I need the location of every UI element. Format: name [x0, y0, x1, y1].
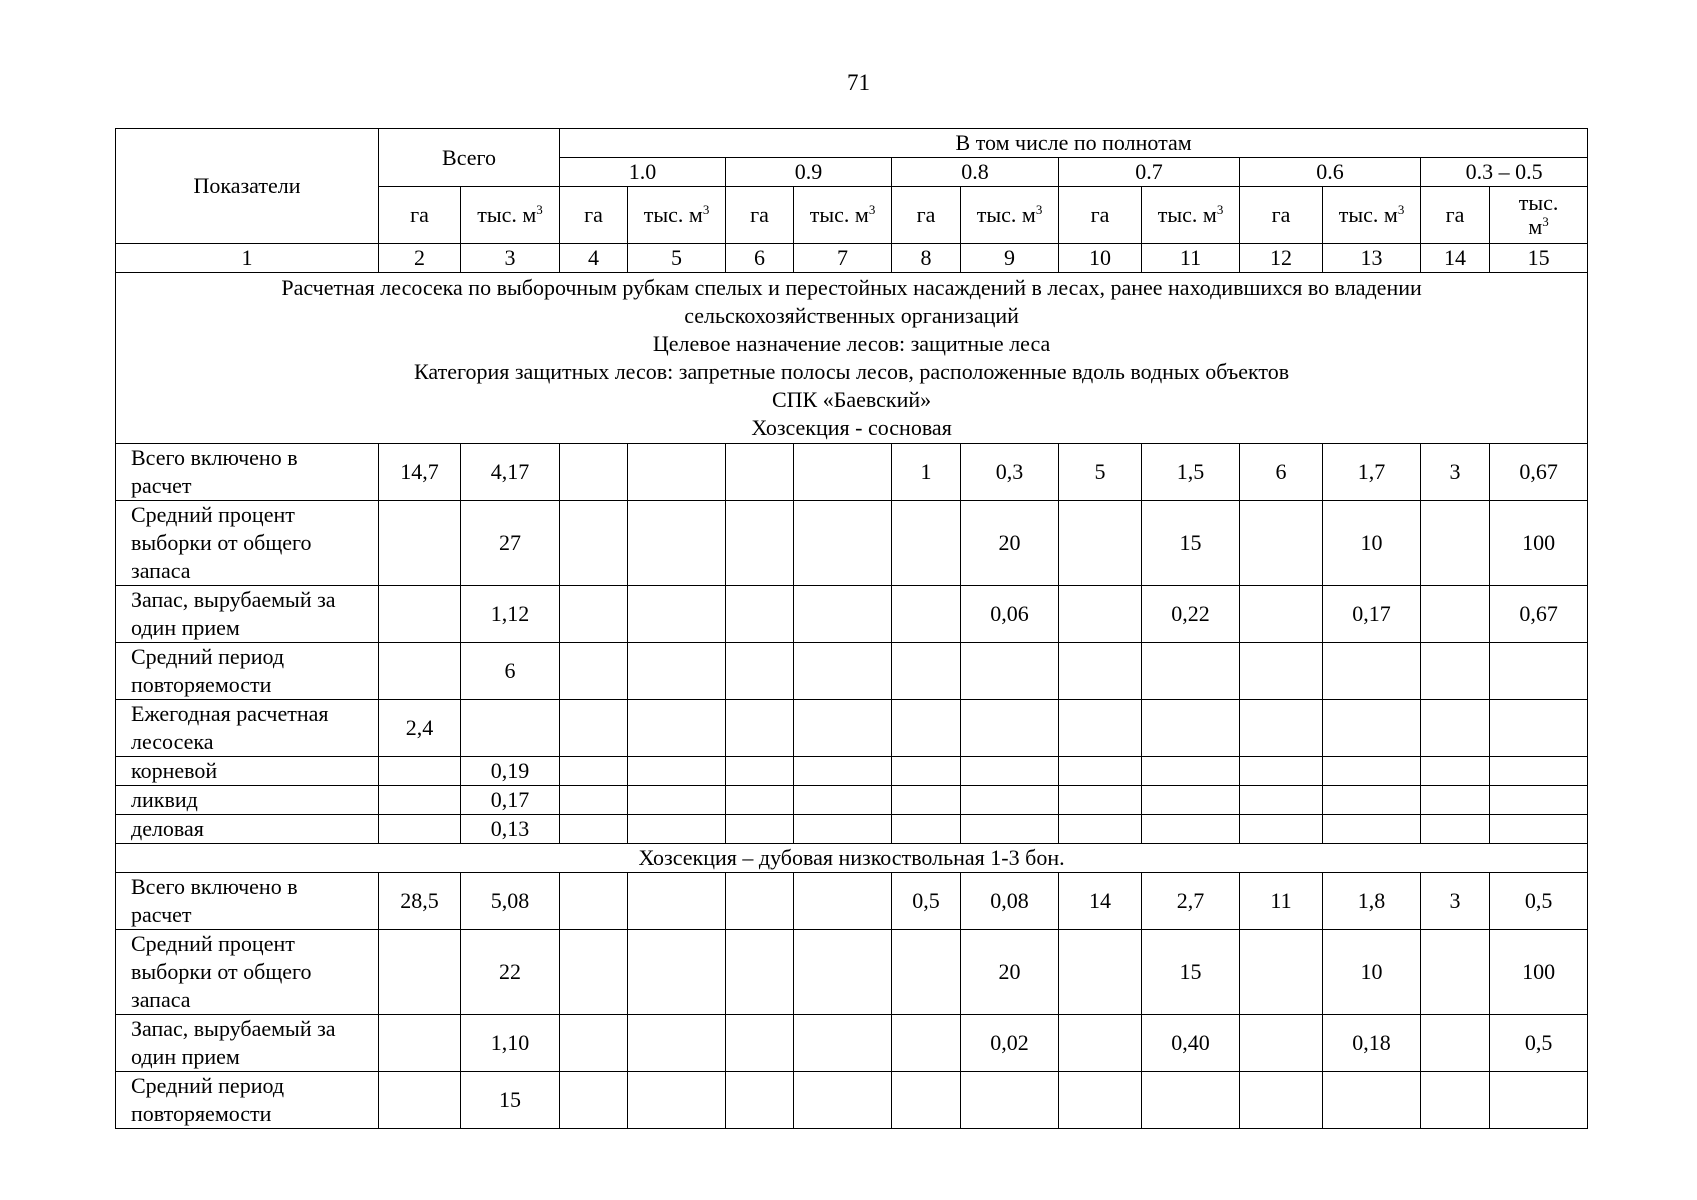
- table-cell: [1490, 786, 1588, 815]
- table-cell: [1142, 786, 1240, 815]
- unit-m3-text: тыс. м: [976, 202, 1036, 227]
- table-cell: [1490, 1072, 1588, 1129]
- row-label-line: Средний процент: [131, 502, 295, 527]
- table-cell: [726, 501, 794, 586]
- table-cell: 10: [1323, 930, 1421, 1015]
- row-label: [116, 643, 379, 700]
- table-cell: [560, 586, 628, 643]
- unit-m3-sup: 3: [1035, 202, 1043, 217]
- table-cell: 5,08: [461, 873, 560, 930]
- unit-m3-text: тыс. м: [477, 202, 537, 227]
- table-cell: 0,18: [1323, 1015, 1421, 1072]
- table-cell: 0,5: [1490, 873, 1588, 930]
- table-cell: [1059, 586, 1142, 643]
- unit-m3-sup: 3: [1542, 214, 1549, 229]
- table-cell: [961, 1072, 1059, 1129]
- table-cell: [892, 1015, 961, 1072]
- col-number: 7: [794, 244, 892, 273]
- table-cell: [961, 815, 1059, 844]
- table-cell: [1240, 643, 1323, 700]
- table-cell: [628, 1015, 726, 1072]
- table-cell: [794, 930, 892, 1015]
- unit-ha-text: га: [410, 202, 429, 227]
- unit-m3-sup: 3: [702, 202, 710, 217]
- table-cell: 6: [461, 643, 560, 700]
- section-title: [116, 273, 1588, 444]
- col-number: 11: [1142, 244, 1240, 273]
- table-cell: 1,5: [1142, 444, 1240, 501]
- row-label: [116, 786, 379, 815]
- table-cell: [628, 501, 726, 586]
- col-number: 9: [961, 244, 1059, 273]
- table-cell: [794, 757, 892, 786]
- table-cell: 0,19: [461, 757, 560, 786]
- table-cell: 0,06: [961, 586, 1059, 643]
- table-cell: 11: [1240, 873, 1323, 930]
- table-cell: 28,5: [379, 873, 461, 930]
- col-number: 5: [628, 244, 726, 273]
- table-cell: [628, 786, 726, 815]
- table-cell: 0,17: [1323, 586, 1421, 643]
- row-label-line: Всего включено в: [131, 445, 298, 470]
- unit-m3-sup: 3: [1216, 202, 1224, 217]
- unit-ha-text: га: [916, 202, 936, 227]
- table-cell: 0,67: [1490, 444, 1588, 501]
- table-cell: [560, 444, 628, 501]
- col-number: 2: [379, 244, 461, 273]
- table-cell: [1240, 1015, 1323, 1072]
- table-cell: 0,08: [961, 873, 1059, 930]
- table-cell: 1,12: [461, 586, 560, 643]
- table-cell: 10: [1323, 501, 1421, 586]
- table-cell: [1240, 700, 1323, 757]
- table-cell: [560, 643, 628, 700]
- table-cell: 22: [461, 930, 560, 1015]
- unit-ha: [1240, 187, 1323, 244]
- density-0-7: 0.7: [1059, 158, 1240, 187]
- table-cell: [892, 786, 961, 815]
- row-label-line: Запас, вырубаемый за: [131, 587, 336, 612]
- table-cell: [1240, 815, 1323, 844]
- table-cell: [1323, 757, 1421, 786]
- table-cell: 2,7: [1142, 873, 1240, 930]
- row-label-line: ликвид: [131, 787, 198, 812]
- table-cell: [794, 501, 892, 586]
- table-cell: [892, 815, 961, 844]
- table-cell: 0,3: [961, 444, 1059, 501]
- row-label-line: один прием: [131, 615, 240, 640]
- table-cell: [1421, 586, 1490, 643]
- section-title-line: Хозсекция - сосновая: [751, 415, 952, 440]
- table-cell: [892, 930, 961, 1015]
- unit-m3-sup: 3: [1397, 202, 1405, 217]
- table-cell: [461, 700, 560, 757]
- table-cell: [1059, 930, 1142, 1015]
- row-label-line: корневой: [131, 758, 218, 783]
- table-cell: 2,4: [379, 700, 461, 757]
- table-cell: 5: [1059, 444, 1142, 501]
- table-cell: [726, 786, 794, 815]
- table-cell: [560, 930, 628, 1015]
- header-row-col-numbers: [116, 244, 1588, 273]
- table-cell: 0,17: [461, 786, 560, 815]
- table-cell: [379, 501, 461, 586]
- table-row: [116, 930, 1588, 1015]
- table-cell: [379, 1015, 461, 1072]
- row-label-line: Средний период: [131, 1073, 285, 1098]
- table-cell: [1142, 643, 1240, 700]
- unit-m3: [461, 187, 560, 244]
- table-cell: [628, 815, 726, 844]
- table-cell: [1059, 757, 1142, 786]
- section-title-line: СПК «Баевский»: [772, 387, 932, 412]
- section-title-line: Целевое назначение лесов: защитные леса: [652, 331, 1051, 356]
- cutting-area-table: [115, 128, 1588, 1129]
- row-label-line: Средний процент: [131, 931, 295, 956]
- row-label: [116, 700, 379, 757]
- table-cell: [726, 815, 794, 844]
- row-label-line: выборки от общего: [131, 959, 312, 984]
- table-cell: [794, 586, 892, 643]
- table-cell: [1240, 501, 1323, 586]
- table-cell: [1142, 815, 1240, 844]
- table-cell: 1,7: [1323, 444, 1421, 501]
- table-cell: [560, 1015, 628, 1072]
- density-0-8: 0.8: [892, 158, 1059, 187]
- table-cell: [1059, 700, 1142, 757]
- table-row: [116, 873, 1588, 930]
- table-cell: [1421, 1015, 1490, 1072]
- unit-ha-text: га: [1271, 202, 1291, 227]
- table-cell: [726, 700, 794, 757]
- table-cell: [1421, 757, 1490, 786]
- table-row: [116, 786, 1588, 815]
- table-cell: [1490, 643, 1588, 700]
- table-cell: [726, 1072, 794, 1129]
- row-label-line: повторяемости: [131, 672, 272, 697]
- table-cell: [794, 815, 892, 844]
- unit-ha: [1059, 187, 1142, 244]
- table-cell: [1240, 786, 1323, 815]
- unit-m3: [1490, 187, 1588, 244]
- col-number: 12: [1240, 244, 1323, 273]
- table-cell: [1059, 643, 1142, 700]
- table-cell: [1421, 643, 1490, 700]
- row-label-line: расчет: [131, 902, 192, 927]
- table-cell: 100: [1490, 501, 1588, 586]
- table-cell: [560, 700, 628, 757]
- density-0-6: 0.6: [1240, 158, 1421, 187]
- table-cell: [892, 501, 961, 586]
- page-number: 71: [847, 70, 870, 95]
- table-cell: [1323, 700, 1421, 757]
- table-cell: [794, 444, 892, 501]
- unit-ha-text: га: [1090, 202, 1110, 227]
- table-cell: [961, 786, 1059, 815]
- table-cell: 14: [1059, 873, 1142, 930]
- table-cell: [1323, 786, 1421, 815]
- table-cell: [379, 643, 461, 700]
- col-number: 14: [1421, 244, 1490, 273]
- table-cell: 0,02: [961, 1015, 1059, 1072]
- section-title-line: Хозсекция – дубовая низкоствольная 1-3 бон.: [638, 845, 1065, 870]
- table-row: [116, 444, 1588, 501]
- table-cell: [628, 586, 726, 643]
- table-cell: 3: [1421, 873, 1490, 930]
- unit-m3: [1323, 187, 1421, 244]
- table-cell: [794, 1015, 892, 1072]
- table-cell: 4,17: [461, 444, 560, 501]
- table-cell: [1421, 700, 1490, 757]
- table-cell: [628, 1072, 726, 1129]
- table-row: [116, 643, 1588, 700]
- table-cell: [1421, 786, 1490, 815]
- table-cell: [794, 700, 892, 757]
- table-cell: [379, 757, 461, 786]
- table-cell: [379, 586, 461, 643]
- row-label: [116, 757, 379, 786]
- table-cell: [726, 586, 794, 643]
- table-cell: [379, 1072, 461, 1129]
- table-cell: [628, 757, 726, 786]
- unit-m3-sup: 3: [536, 202, 543, 217]
- col-number: 10: [1059, 244, 1142, 273]
- table-cell: [1490, 757, 1588, 786]
- section-title-line: Расчетная лесосека по выборочным рубкам спелых и перестойных насаждений в лесах, ранее находившихся во владении: [281, 275, 1422, 300]
- row-label-line: один прием: [131, 1044, 240, 1069]
- table-cell: 20: [961, 501, 1059, 586]
- row-label: [116, 873, 379, 930]
- table-cell: 0,40: [1142, 1015, 1240, 1072]
- row-label: [116, 444, 379, 501]
- unit-m3: [1142, 187, 1240, 244]
- table-cell: [1059, 1072, 1142, 1129]
- table-cell: [1421, 930, 1490, 1015]
- row-label-line: повторяемости: [131, 1101, 272, 1126]
- col-number: 4: [560, 244, 628, 273]
- row-label: [116, 586, 379, 643]
- table-cell: [1240, 586, 1323, 643]
- unit-ha: [1421, 187, 1490, 244]
- table-cell: [560, 757, 628, 786]
- unit-ha-text: га: [750, 202, 769, 227]
- table-cell: [628, 700, 726, 757]
- unit-m3-line2: [1496, 215, 1581, 239]
- table-cell: [892, 757, 961, 786]
- col-number: 3: [461, 244, 560, 273]
- table-cell: 15: [1142, 930, 1240, 1015]
- table-cell: 0,5: [892, 873, 961, 930]
- table-cell: [1323, 815, 1421, 844]
- table-cell: 6: [1240, 444, 1323, 501]
- table-cell: [892, 1072, 961, 1129]
- table-cell: [1142, 1072, 1240, 1129]
- table-cell: 0,5: [1490, 1015, 1588, 1072]
- table-row: [116, 757, 1588, 786]
- unit-ha: [892, 187, 961, 244]
- row-label-line: деловая: [131, 816, 204, 841]
- table-cell: 27: [461, 501, 560, 586]
- row-label-line: Ежегодная расчетная: [131, 701, 329, 726]
- table-cell: [628, 873, 726, 930]
- table-row: [116, 815, 1588, 844]
- unit-ha: [379, 187, 461, 244]
- table-cell: [560, 501, 628, 586]
- table-cell: [560, 873, 628, 930]
- table-row: [116, 1015, 1588, 1072]
- unit-m3-text: тыс. м: [1157, 202, 1217, 227]
- unit-ha: [726, 187, 794, 244]
- table-cell: [1059, 786, 1142, 815]
- section-title-line: сельскохозяйственных организаций: [684, 303, 1019, 328]
- row-label-line: Средний период: [131, 644, 285, 669]
- header-row-1: [116, 129, 1588, 158]
- table-cell: [1240, 930, 1323, 1015]
- row-label-line: лесосека: [131, 729, 214, 754]
- table-cell: [892, 700, 961, 757]
- table-cell: [794, 786, 892, 815]
- unit-ha-text: га: [584, 202, 603, 227]
- unit-m3-text: тыс. м: [643, 202, 703, 227]
- row-label: [116, 815, 379, 844]
- col-number: 6: [726, 244, 794, 273]
- table-cell: [892, 586, 961, 643]
- section-title-row: [116, 844, 1588, 873]
- table-cell: [1059, 815, 1142, 844]
- unit-m3: [961, 187, 1059, 244]
- unit-m3-text: тыс. м: [1338, 202, 1398, 227]
- table-cell: 14,7: [379, 444, 461, 501]
- table-cell: [892, 643, 961, 700]
- table-cell: 15: [1142, 501, 1240, 586]
- table-cell: [628, 444, 726, 501]
- table-cell: [1142, 757, 1240, 786]
- row-label: [116, 501, 379, 586]
- table-cell: [1059, 1015, 1142, 1072]
- table-cell: [794, 1072, 892, 1129]
- table-row: [116, 700, 1588, 757]
- table-cell: [726, 444, 794, 501]
- table-cell: [1421, 501, 1490, 586]
- col-number: 8: [892, 244, 961, 273]
- header-incl-by-density: В том числе по полнотам: [560, 129, 1588, 158]
- table-cell: [560, 1072, 628, 1129]
- section-title-row: [116, 273, 1588, 444]
- unit-m3-m: м: [1528, 214, 1543, 239]
- section-title: [116, 844, 1588, 873]
- row-label: [116, 930, 379, 1015]
- row-label-line: Всего включено в: [131, 874, 298, 899]
- density-0-3-0-5: 0.3 – 0.5: [1421, 158, 1588, 187]
- col-number: 13: [1323, 244, 1421, 273]
- table-cell: 1,8: [1323, 873, 1421, 930]
- density-1-0: 1.0: [560, 158, 726, 187]
- table-cell: [1490, 700, 1588, 757]
- unit-ha-text: га: [1445, 202, 1465, 227]
- table-cell: [726, 757, 794, 786]
- table-cell: [1142, 700, 1240, 757]
- table-cell: 15: [461, 1072, 560, 1129]
- unit-m3: [794, 187, 892, 244]
- table-cell: 0,67: [1490, 586, 1588, 643]
- table-cell: [560, 786, 628, 815]
- table-row: [116, 586, 1588, 643]
- table-cell: [1240, 757, 1323, 786]
- table-cell: 0,22: [1142, 586, 1240, 643]
- table-cell: [1490, 815, 1588, 844]
- row-label-line: Запас, вырубаемый за: [131, 1016, 336, 1041]
- table-cell: 3: [1421, 444, 1490, 501]
- table-cell: [1323, 1072, 1421, 1129]
- table-cell: [961, 700, 1059, 757]
- table-cell: [1240, 1072, 1323, 1129]
- unit-m3-text: тыс. м: [809, 202, 869, 227]
- table-cell: [1421, 815, 1490, 844]
- unit-m3-line1: тыс.: [1518, 190, 1559, 215]
- density-0-9: 0.9: [726, 158, 892, 187]
- row-label: [116, 1072, 379, 1129]
- table-cell: 1: [892, 444, 961, 501]
- table-cell: [726, 930, 794, 1015]
- table-cell: [961, 757, 1059, 786]
- row-label-line: расчет: [131, 473, 192, 498]
- unit-m3: [628, 187, 726, 244]
- table-cell: [379, 815, 461, 844]
- table-cell: [1421, 1072, 1490, 1129]
- table-cell: [560, 815, 628, 844]
- table-cell: [628, 930, 726, 1015]
- table-cell: 0,13: [461, 815, 560, 844]
- table-cell: [726, 1015, 794, 1072]
- table-cell: [961, 643, 1059, 700]
- table-cell: 100: [1490, 930, 1588, 1015]
- col-number: 1: [116, 244, 379, 273]
- table-row: [116, 501, 1588, 586]
- section-title-line: Категория защитных лесов: запретные полосы лесов, расположенные вдоль водных объектов: [414, 359, 1290, 384]
- table-cell: [726, 643, 794, 700]
- table-cell: [794, 643, 892, 700]
- table-cell: 1,10: [461, 1015, 560, 1072]
- table-cell: [628, 643, 726, 700]
- row-label: [116, 1015, 379, 1072]
- table-cell: [1323, 643, 1421, 700]
- table-cell: [379, 930, 461, 1015]
- table-cell: [379, 786, 461, 815]
- table-cell: [794, 873, 892, 930]
- header-total: Всего: [379, 129, 560, 187]
- col-number: 15: [1490, 244, 1588, 273]
- unit-ha: [560, 187, 628, 244]
- row-label-line: запаса: [131, 987, 191, 1012]
- table-row: [116, 1072, 1588, 1129]
- unit-m3-sup: 3: [868, 202, 876, 217]
- table-cell: [726, 873, 794, 930]
- table-cell: 20: [961, 930, 1059, 1015]
- row-label-line: запаса: [131, 558, 191, 583]
- table-cell: [1059, 501, 1142, 586]
- row-label-line: выборки от общего: [131, 530, 312, 555]
- header-indicators: Показатели: [116, 129, 379, 244]
